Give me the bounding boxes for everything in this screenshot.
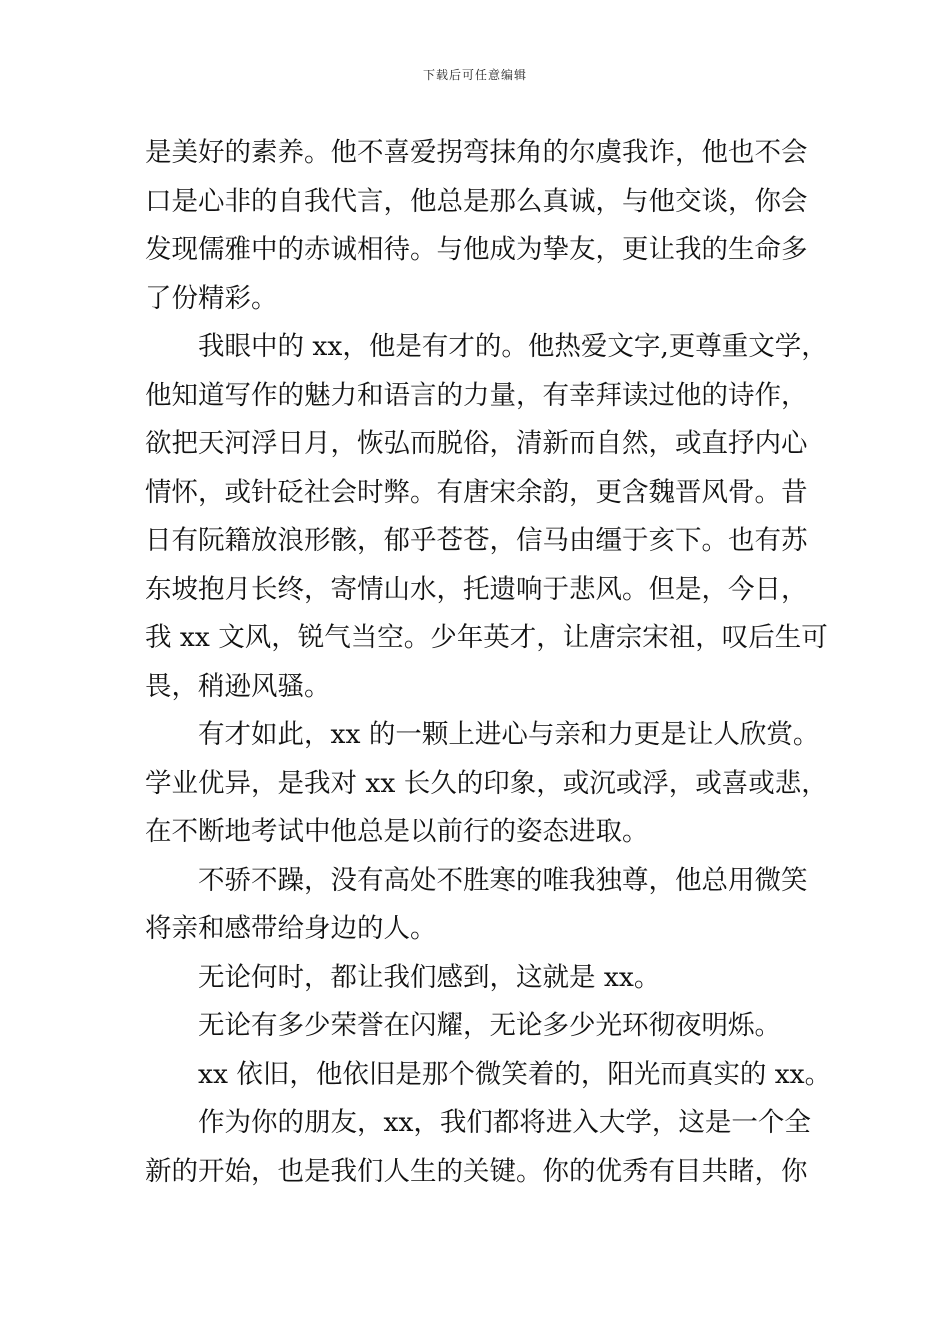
text-line: 作为你的朋友，xx，我们都将进入大学，这是一个全	[198, 1107, 811, 1138]
text-line: 我 xx 文风，锐气当空。少年英才，让唐宗宋祖，叹后生可	[145, 622, 828, 653]
text-line: 新的开始，也是我们人生的关键。你的优秀有目共睹，你	[145, 1155, 808, 1187]
text-line: 欲把天河浮日月，恢弘而脱俗，清新而自然，或直抒内心	[145, 428, 808, 459]
text-line: 东坡抱月长终，寄情山水，托遗响于悲风。但是，今日，	[145, 573, 808, 605]
text-line: xx 依旧，他依旧是那个微笑着的，阳光而真实的 xx。	[198, 1058, 832, 1090]
text-line: 口是心非的自我代言，他总是那么真诚，与他交谈，你会	[145, 185, 808, 217]
text-line: 是美好的素养。他不喜爱拐弯抹角的尔虞我诈，他也不会	[145, 137, 808, 168]
text-line: 情怀，或针砭社会时弊。有唐宋余韵，更含魏晋风骨。昔	[145, 476, 808, 508]
text-line: 日有阮籍放浪形骸，郁乎苍苍，信马由缰于亥下。也有苏	[145, 525, 808, 556]
text-line: 学业优异，是我对 xx 长久的印象，或沉或浮，或喜或悲，	[145, 767, 828, 799]
text-line: 了份精彩。	[145, 282, 278, 314]
text-line: 无论有多少荣誉在闪耀，无论多少光环彻夜明烁。	[198, 1010, 781, 1041]
text-line: 有才如此，xx 的一颗上进心与亲和力更是让人欣赏。	[198, 719, 820, 750]
text-line: 将亲和感带给身边的人。	[145, 913, 437, 944]
document-body	[145, 129, 832, 1196]
text-line: 无论何时，都让我们感到，这就是 xx。	[198, 961, 661, 993]
page-header: 下载后可任意编辑	[422, 68, 527, 82]
text-line: 不骄不躁，没有高处不胜寒的唯我独尊，他总用微笑	[198, 864, 808, 896]
text-line: 在不断地考试中他总是以前行的姿态进取。	[145, 816, 649, 847]
text-line: 发现儒雅中的赤诚相待。与他成为挚友，更让我的生命多	[145, 234, 808, 265]
text-line: 他知道写作的魅力和语言的力量，有幸拜读过他的诗作，	[145, 379, 808, 411]
text-line: 畏，稍逊风骚。	[145, 670, 331, 702]
text-line: 我眼中的 xx，他是有才的。他热爱文字,更尊重文学，	[198, 331, 828, 362]
